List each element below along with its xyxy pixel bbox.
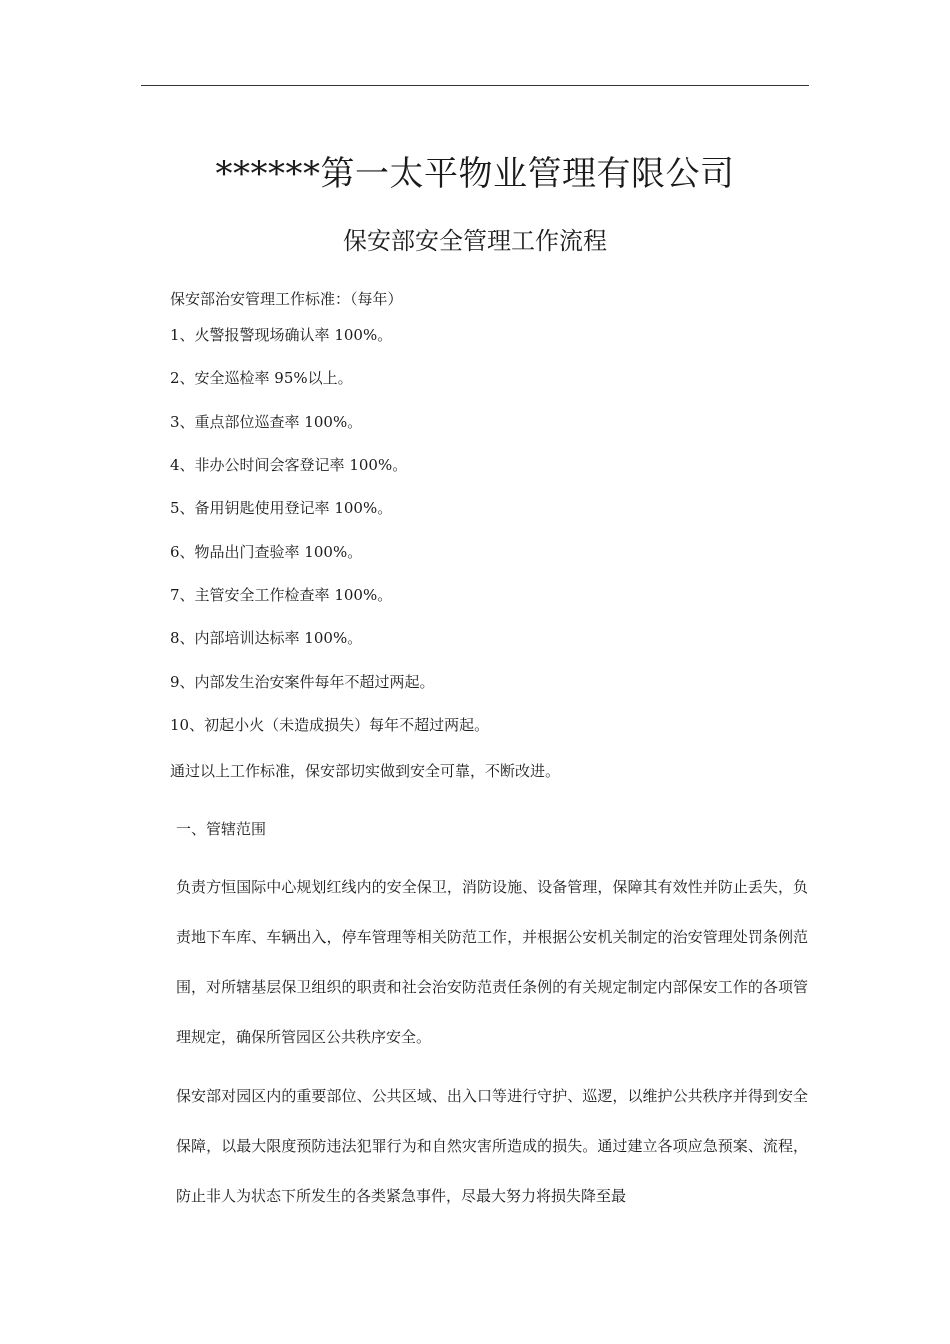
header-rule — [141, 85, 809, 86]
standard-item-2: 2、安全巡检率 95%以上。 — [170, 369, 353, 387]
standard-item-3: 3、重点部位巡查率 100%。 — [170, 413, 363, 431]
standard-item-10: 10、初起小火（未造成损失）每年不超过两起。 — [170, 716, 490, 734]
jurisdiction-paragraph-1: 负责方恒国际中心规划红线内的安全保卫，消防设施、设备管理，保障其有效性并防止丢失，负责地下车库、车辆出入，停车管理等相关防范工作，并根据公安机关制定的治安管理处罚条例范围，对所辖基层保卫组织的职责和社会治安防范责任条例的有关规定制定内部保安工作的各项管理规定，确保所管园区公共秩序安全。 — [176, 878, 808, 1046]
standard-item-9: 9、内部发生治安案件每年不超过两起。 — [170, 673, 435, 691]
standards-heading: 保安部治安管理工作标准：（每年） — [170, 290, 403, 308]
standard-item-8: 8、内部培训达标率 100%。 — [170, 629, 363, 647]
standard-item-6: 6、物品出门查验率 100%。 — [170, 543, 363, 561]
standard-item-5: 5、备用钥匙使用登记率 100%。 — [170, 499, 393, 517]
company-title: ******第一太平物业管理有限公司 — [215, 154, 735, 194]
section-heading-jurisdiction: 一、管辖范围 — [176, 820, 267, 838]
standards-summary: 通过以上工作标准，保安部切实做到安全可靠，不断改进。 — [170, 762, 561, 780]
standard-item-1: 1、火警报警现场确认率 100%。 — [170, 326, 393, 344]
jurisdiction-paragraph-2: 保安部对园区内的重要部位、公共区域、出入口等进行守护、巡逻，以维护公共秩序并得到安全保障，以最大限度预防违法犯罪行为和自然灾害所造成的损失。通过建立各项应急预案、流程，防止非人为状态下所发生的各类紧急事件，尽最大努力将损失降至最 — [176, 1087, 808, 1205]
document-title: 保安部安全管理工作流程 — [343, 227, 607, 255]
standard-item-7: 7、主管安全工作检查率 100%。 — [170, 586, 393, 604]
standard-item-4: 4、非办公时间会客登记率 100%。 — [170, 456, 408, 474]
